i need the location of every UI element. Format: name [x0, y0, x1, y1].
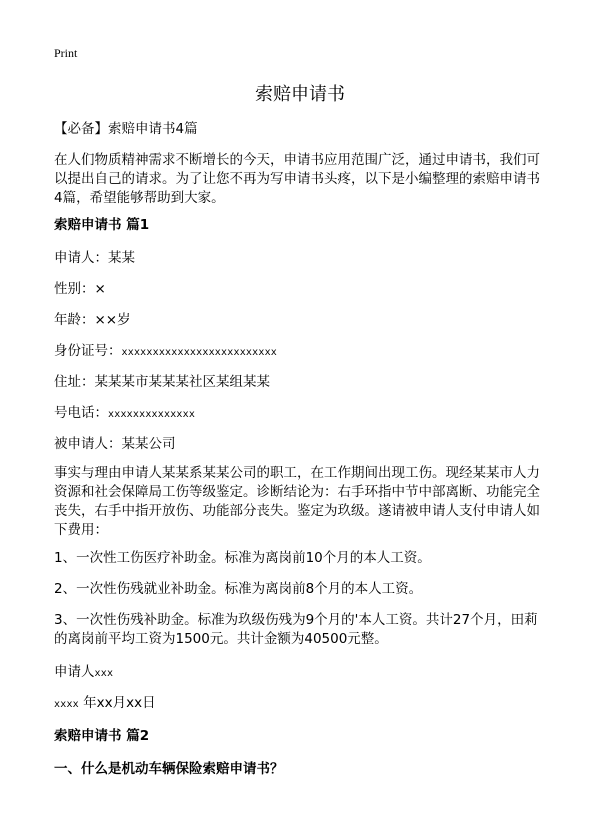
- intro-line-3: 4篇，希望能够帮助到大家。: [54, 190, 225, 206]
- intro-line-1: 在人们物质精神需求不断增长的今天，申请书应用范围广泛，通过申请书，我们可: [54, 152, 540, 168]
- applicant-line: 申请人：某某: [54, 250, 135, 266]
- document-subtitle: 【必备】索赔申请书4篇: [54, 121, 198, 137]
- print-link[interactable]: Print: [54, 46, 78, 60]
- item-2-line: 2、一次性伤残就业补助金。标准为离岗前8个月的本人工资。: [54, 581, 423, 597]
- id-number-line: [54, 342, 550, 362]
- id-number-value: xxxxxxxxxxxxxxxxxxxxxxxxx: [121, 347, 278, 358]
- respondent-line: 被申请人：某某公司: [54, 436, 176, 452]
- item-1-line: 1、一次性工伤医疗补助金。标准为离岗前10个月的本人工资。: [54, 550, 431, 566]
- age-line: 年龄：××岁: [54, 312, 131, 328]
- signature-value: xxx: [94, 668, 114, 679]
- intro-line-2: 以提出自己的请求。为了让您不再为写申请书头疼，以下是小编整理的索赔申请书: [54, 171, 540, 187]
- date-text: 年xx月xx日: [78, 695, 156, 711]
- item-3-line-1: 3、一次性伤残补助金。标准为玖级伤残为9个月的'本人工资。共计27个月，田莉: [54, 612, 538, 628]
- date-line: [54, 694, 550, 714]
- intro-paragraph: [54, 151, 550, 208]
- item-3-line-2: 的离岗前平均工资为1500元。共计金额为40500元整。: [54, 631, 388, 647]
- id-number-label: 身份证号：: [54, 343, 122, 359]
- signature-line: [54, 663, 550, 683]
- facts-line-2: 资源和社会保障局工伤等级鉴定。诊断结论为：右手环指中节中部离断、功能完全: [54, 484, 540, 500]
- signature-label: 申请人: [54, 664, 95, 680]
- address-line: 住址：某某某市某某某社区某组某某: [54, 374, 270, 390]
- facts-line-3: 丧失，右手中指开放伤、功能部分丧失。鉴定为玖级。遂请被申请人支付申请人如: [54, 503, 540, 519]
- phone-label: 号电话：: [54, 405, 108, 421]
- item-3-paragraph: [54, 611, 550, 649]
- gender-line: 性别：×: [54, 281, 106, 297]
- section-2-question: 一、什么是机动车辆保险索赔申请书？: [54, 761, 284, 777]
- section-2-heading: 索赔申请书 篇2: [54, 728, 150, 744]
- phone-value: xxxxxxxxxxxxxx: [108, 409, 196, 420]
- facts-paragraph: [54, 464, 550, 540]
- facts-line-4: 下费用：: [54, 522, 108, 538]
- section-1-heading: 索赔申请书 篇1: [54, 217, 150, 233]
- date-year: xxxx: [54, 699, 79, 710]
- phone-line: [54, 404, 550, 424]
- document-title: 索赔申请书: [255, 84, 345, 105]
- facts-line-1: 事实与理由申请人某某系某某公司的职工，在工作期间出现工伤。现经某某市人力: [54, 465, 540, 481]
